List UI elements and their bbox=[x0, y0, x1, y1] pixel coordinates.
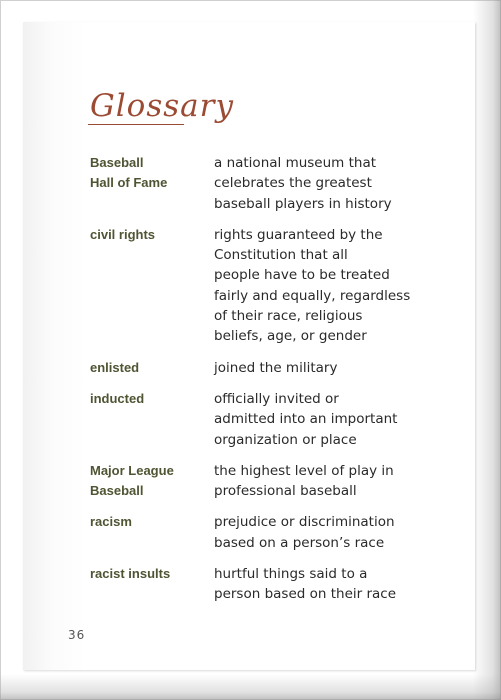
right-edge-shadow bbox=[473, 0, 501, 700]
glossary-list bbox=[90, 153, 430, 616]
glossary-definition: rights guaranteed by the Constitution that all people have to be treated fairly and equally, regardless of their race, religious beliefs, age, or gender bbox=[214, 226, 411, 345]
glossary-title: Glossary bbox=[90, 88, 234, 124]
glossary-entry bbox=[90, 512, 430, 553]
glossary-term: racist insults bbox=[90, 566, 171, 582]
glossary-entry bbox=[90, 358, 430, 378]
glossary-definition: officially invited or admitted into an important organization or place bbox=[214, 390, 398, 448]
glossary-entry bbox=[90, 461, 430, 502]
glossary-term: Major League Baseball bbox=[90, 462, 174, 498]
glossary-entry bbox=[90, 389, 430, 450]
glossary-definition: prejudice or discrimination based on a person’s race bbox=[214, 514, 395, 551]
glossary-definition: the highest level of play in professional baseball bbox=[214, 462, 394, 500]
page-number: 36 bbox=[68, 628, 86, 642]
glossary-definition: a national museum that celebrates the greatest baseball players in history bbox=[214, 155, 392, 212]
bottom-edge-shadow bbox=[0, 674, 501, 700]
glossary-term: enlisted bbox=[90, 359, 140, 375]
glossary-entry bbox=[90, 564, 430, 605]
title-underline bbox=[88, 124, 184, 125]
glossary-entry bbox=[90, 153, 430, 214]
glossary-entry bbox=[90, 225, 430, 347]
glossary-definition: joined the military bbox=[214, 359, 338, 376]
glossary-definition: hurtful things said to a person based on their race bbox=[214, 566, 397, 603]
glossary-term: inducted bbox=[90, 390, 145, 406]
glossary-term: civil rights bbox=[90, 226, 156, 242]
glossary-term: Baseball Hall of Fame bbox=[90, 155, 168, 190]
glossary-term: racism bbox=[90, 514, 132, 530]
